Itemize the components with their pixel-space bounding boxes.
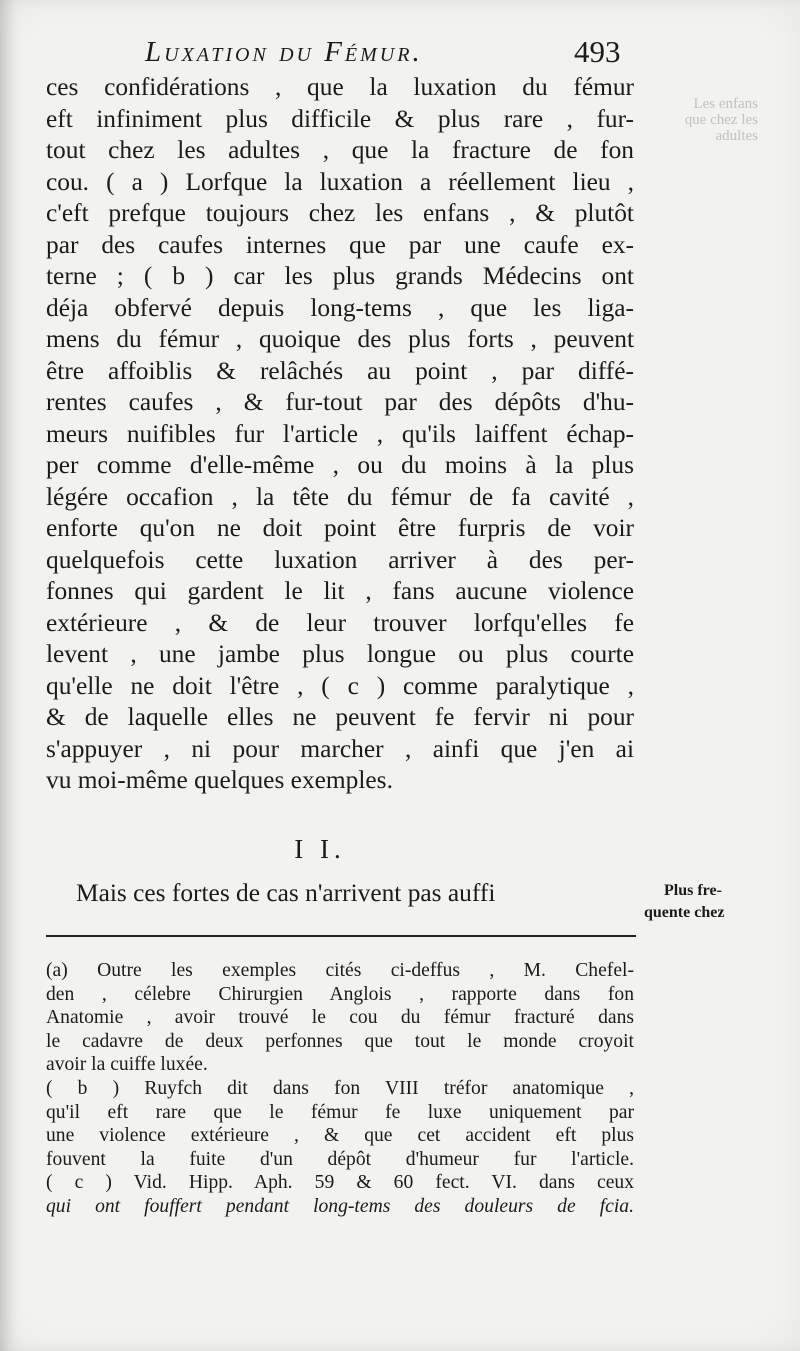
running-title: Luxation du Fémur. bbox=[145, 36, 423, 68]
text-line: enforte qu'on ne doit point être furpris de voir bbox=[46, 514, 634, 542]
text-line: meurs nuifibles fur l'article , qu'ils laiffent échap- bbox=[46, 419, 634, 448]
text-line: c'eft prefque toujours chez les enfans , & plutôt bbox=[46, 199, 634, 227]
footnote-line: ( c ) Vid. Hipp. Aph. 59 & 60 fect. VI. dans ceux bbox=[46, 1172, 634, 1194]
footnote-line: avoir la cuiffe luxée. bbox=[46, 1054, 208, 1076]
text-line: légére occafion , la tête du fémur de fa cavité , bbox=[46, 482, 634, 511]
bleed-through-text bbox=[650, 96, 758, 144]
page-number: 493 bbox=[574, 34, 621, 69]
footnote-rule bbox=[46, 935, 636, 937]
footnotes bbox=[46, 959, 634, 1219]
footnote-line: Anatomie , avoir trouvé le cou du fémur fracturé dans bbox=[46, 1007, 634, 1029]
text-line: quelquefois cette luxation arriver à des per- bbox=[46, 545, 634, 574]
running-head bbox=[0, 36, 800, 76]
section-number: I I. bbox=[294, 834, 346, 864]
footnote-line: qui ont fouffert pendant long-tems des douleurs de fcia. bbox=[46, 1195, 634, 1217]
text-line: ces confidérations , que la luxation du fémur bbox=[46, 73, 634, 101]
text-line: être affoiblis & relâchés au point , par diffé- bbox=[46, 356, 634, 385]
text-line: rentes caufes , & fur-tout par des dépôts d'hu- bbox=[46, 388, 634, 416]
text-line: extérieure , & de leur trouver lorfqu'elles fe bbox=[46, 608, 634, 637]
text-line: mens du fémur , quoique des plus forts , peuvent bbox=[46, 325, 634, 353]
text-line: par des caufes internes que par une caufe ex- bbox=[46, 230, 634, 259]
text-line: cou. ( a ) Lorfque la luxation a réellement lieu , bbox=[46, 167, 634, 196]
marginal-note-line: Plus fre- bbox=[664, 882, 722, 899]
main-paragraph bbox=[46, 72, 634, 797]
bleed-line: que chez les bbox=[684, 112, 758, 128]
text-line: levent , une jambe plus longue ou plus courte bbox=[46, 640, 634, 668]
bleed-line: adultes bbox=[715, 128, 758, 144]
text-line: qu'elle ne doit l'être , ( c ) comme paralytique , bbox=[46, 671, 634, 700]
text-line: fonnes qui gardent le lit , fans aucune violence bbox=[46, 577, 634, 605]
footnote-line: qu'il eft rare que le fémur fe luxe uniquement par bbox=[46, 1101, 634, 1123]
bleed-line: Les enfans bbox=[693, 96, 758, 112]
marginal-note-line: quente chez bbox=[644, 904, 725, 921]
text-line: eft infiniment plus difficile & plus rare , fur- bbox=[46, 104, 634, 133]
text-line: déja obfervé depuis long-tems , que les liga- bbox=[46, 293, 634, 322]
text-line: vu moi-même quelques exemples. bbox=[46, 766, 393, 794]
footnote-line: ( b ) Ruyfch dit dans fon VIII tréfor anatomique , bbox=[46, 1077, 634, 1099]
footnote-line: le cadavre de deux perfonnes que tout le monde croyoit bbox=[46, 1030, 634, 1052]
second-paragraph: Mais ces fortes de cas n'arrivent pas auffi bbox=[76, 879, 496, 907]
text-line: tout chez les adultes , que la fracture de fon bbox=[46, 136, 634, 164]
text-line: s'appuyer , ni pour marcher , ainfi que j'en ai bbox=[46, 734, 634, 763]
text-line: & de laquelle elles ne peuvent fe fervir ni pour bbox=[46, 703, 634, 731]
footnote-line: fouvent la fuite d'un dépôt d'humeur fur l'article. bbox=[46, 1148, 634, 1170]
text-line: per comme d'elle-même , ou du moins à la plus bbox=[46, 451, 634, 479]
text-line: terne ; ( b ) car les plus grands Médecins ont bbox=[46, 262, 634, 290]
footnote-line: une violence extérieure , & que cet accident eft plus bbox=[46, 1125, 634, 1147]
marginal-note bbox=[644, 880, 764, 924]
footnote-line: den , célebre Chirurgien Anglois , rapporte dans fon bbox=[46, 983, 634, 1005]
footnote-line: (a) Outre les exemples cités ci-deffus , M. Chefel- bbox=[46, 960, 634, 981]
